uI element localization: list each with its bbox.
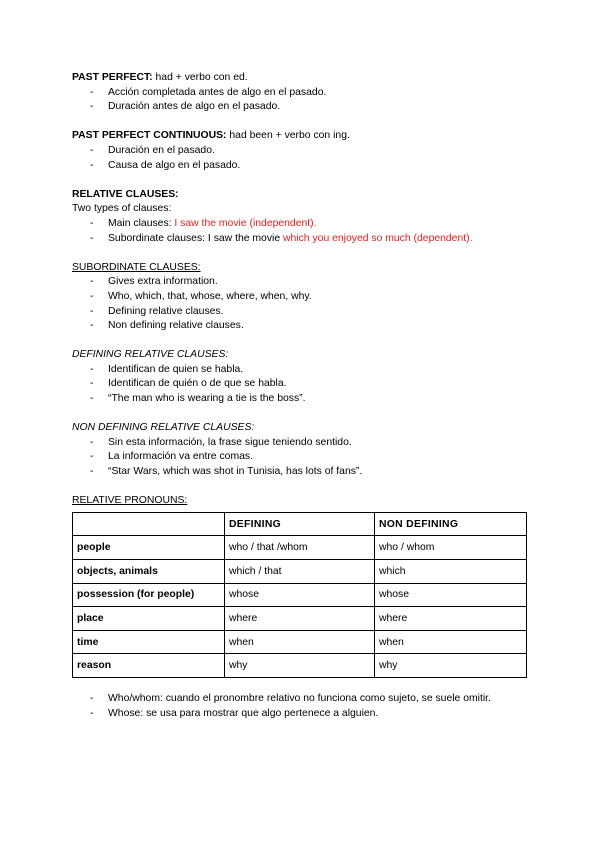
dash-bullet: - <box>90 232 94 244</box>
relative-clauses-title: RELATIVE CLAUSES: <box>72 188 179 200</box>
list-item-text: Sin esta información, la frase sigue teniendo sentido. <box>108 436 352 448</box>
notes-list <box>72 692 532 721</box>
subordinate-clauses-prefix: Subordinate clauses: I saw the movie <box>108 232 284 244</box>
table-cell: whose <box>375 583 527 607</box>
dash-bullet: - <box>90 101 94 113</box>
list-item <box>90 217 532 232</box>
dash-bullet: - <box>90 451 94 463</box>
non-defining-title: NON DEFINING RELATIVE CLAUSES: <box>72 422 255 434</box>
relative-clauses-list <box>72 217 532 246</box>
main-clauses-prefix: Main clauses: <box>108 217 175 229</box>
table-row-label: people <box>73 536 225 560</box>
list-item-text: Non defining relative clauses. <box>108 320 244 332</box>
table-cell: where <box>375 607 527 631</box>
past-perfect-formula: had + verbo con ed. <box>152 72 248 83</box>
dash-bullet: - <box>90 290 94 302</box>
table-row <box>73 630 527 654</box>
list-item <box>90 290 532 305</box>
list-item-text: Acción completada antes de algo en el pasado. <box>108 86 327 98</box>
list-item-text: Causa de algo en el pasado. <box>108 159 241 171</box>
relative-clauses-intro: Two types of clauses: <box>72 203 172 215</box>
dash-bullet: - <box>90 217 94 229</box>
list-item <box>90 436 532 451</box>
table-row <box>73 654 527 678</box>
past-perfect-continuous-formula: had been + verbo con ing. <box>226 130 350 142</box>
list-item <box>90 363 532 378</box>
table-cell: whose <box>225 583 375 607</box>
document-page <box>72 71 532 721</box>
list-item-text: Identifican de quién o de que se habla. <box>108 378 287 390</box>
subordinate-clauses-title: SUBORDINATE CLAUSES: <box>72 261 201 273</box>
non-defining-list <box>72 436 532 480</box>
table-cell: why <box>225 654 375 678</box>
relative-pronouns-title: RELATIVE PRONOUNS: <box>72 495 188 507</box>
list-item-text: Defining relative clauses. <box>108 305 224 317</box>
dash-bullet: - <box>90 692 94 704</box>
past-perfect-heading <box>72 71 532 86</box>
list-item <box>90 465 532 480</box>
dash-bullet: - <box>90 320 94 332</box>
list-item <box>90 86 532 101</box>
table-cell: where <box>225 607 375 631</box>
dash-bullet: - <box>90 466 94 478</box>
list-item <box>90 232 532 247</box>
section-non-defining-relative-clauses <box>72 421 532 479</box>
table-row-label: place <box>73 607 225 631</box>
dash-bullet: - <box>90 393 94 405</box>
list-item-text: Gives extra information. <box>108 276 218 288</box>
list-item <box>90 392 532 407</box>
section-defining-relative-clauses <box>72 348 532 406</box>
table-row <box>73 583 527 607</box>
dash-bullet: - <box>90 159 94 171</box>
table-row-label: objects, animals <box>73 560 225 584</box>
subordinate-clauses-example: which you enjoyed so much (dependent). <box>283 232 473 244</box>
table-cell: which <box>375 560 527 584</box>
table-header-cell: DEFINING <box>225 512 375 536</box>
table-cell: who / whom <box>375 536 527 560</box>
table-cell: which / that <box>225 560 375 584</box>
list-item <box>90 450 532 465</box>
list-item-text: La información va entre comas. <box>108 451 253 463</box>
list-item <box>90 159 532 174</box>
dash-bullet: - <box>90 276 94 288</box>
relative-pronouns-table <box>72 512 527 678</box>
list-item-text: Duración antes de algo en el pasado. <box>108 101 281 113</box>
dash-bullet: - <box>90 363 94 375</box>
defining-title: DEFINING RELATIVE CLAUSES: <box>72 349 229 361</box>
table-cell: when <box>225 630 375 654</box>
section-relative-clauses <box>72 188 532 246</box>
section-subordinate-clauses <box>72 261 532 334</box>
list-item-text: Duración en el pasado. <box>108 144 215 156</box>
table-row <box>73 536 527 560</box>
dash-bullet: - <box>90 86 94 98</box>
table-row <box>73 560 527 584</box>
section-notes <box>72 692 532 721</box>
list-item-text: Who/whom: cuando el pronombre relativo no funciona como sujeto, se suele omitir. <box>108 692 491 704</box>
section-past-perfect <box>72 71 532 115</box>
subordinate-clauses-list <box>72 275 532 333</box>
past-perfect-continuous-heading <box>72 129 532 144</box>
past-perfect-continuous-title: PAST PERFECT CONTINUOUS: <box>72 130 227 142</box>
list-item <box>90 100 532 115</box>
table-cell: who / that /whom <box>225 536 375 560</box>
past-perfect-continuous-list <box>72 144 532 173</box>
table-header-cell: NON DEFINING <box>375 512 527 536</box>
table-row-label: reason <box>73 654 225 678</box>
list-item-text: Who, which, that, whose, where, when, why. <box>108 290 312 302</box>
list-item-text: “The man who is wearing a tie is the boss”. <box>108 393 306 405</box>
section-relative-pronouns <box>72 494 532 678</box>
past-perfect-list <box>72 86 532 115</box>
list-item <box>90 275 532 290</box>
past-perfect-title: PAST PERFECT: <box>72 72 153 83</box>
list-item-text: Identifican de quien se habla. <box>108 363 244 375</box>
list-item-text: “Star Wars, which was shot in Tunisia, has lots of fans”. <box>108 466 363 478</box>
table-row-label: possession (for people) <box>73 583 225 607</box>
dash-bullet: - <box>90 305 94 317</box>
dash-bullet: - <box>90 144 94 156</box>
main-clauses-example: I saw the movie (independent). <box>174 217 317 229</box>
table-cell: when <box>375 630 527 654</box>
list-item <box>90 692 532 707</box>
section-past-perfect-continuous <box>72 129 532 173</box>
list-item <box>90 707 532 722</box>
list-item-text: Whose: se usa para mostrar que algo pertenece a alguien. <box>108 707 379 719</box>
dash-bullet: - <box>90 707 94 719</box>
list-item <box>90 377 532 392</box>
dash-bullet: - <box>90 378 94 390</box>
defining-list <box>72 363 532 407</box>
table-row <box>73 607 527 631</box>
dash-bullet: - <box>90 436 94 448</box>
list-item <box>90 144 532 159</box>
table-header-cell <box>73 512 225 536</box>
list-item <box>90 319 532 334</box>
table-header-row <box>73 512 527 536</box>
list-item <box>90 305 532 320</box>
table-row-label: time <box>73 630 225 654</box>
table-cell: why <box>375 654 527 678</box>
